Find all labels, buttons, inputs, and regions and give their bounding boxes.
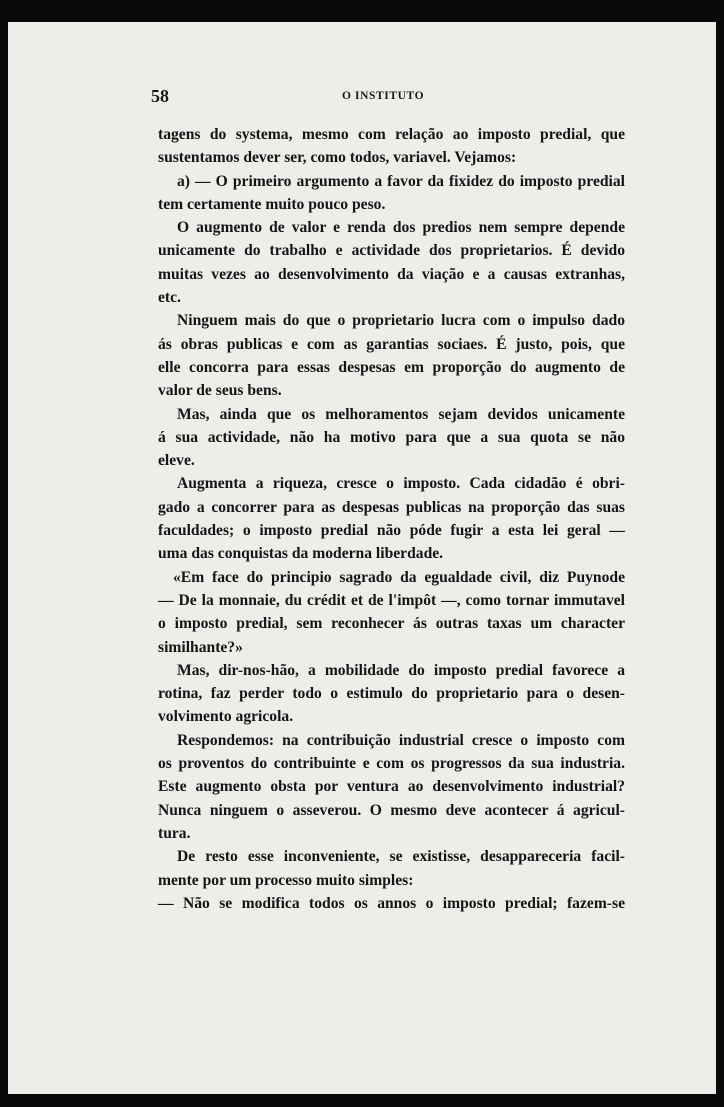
page-number: 58	[151, 86, 169, 106]
body-text	[158, 123, 625, 915]
text-line: Mas, ainda que os melhoramentos sejam devidos unicamente	[177, 405, 625, 423]
text-line: volvimento agricola.	[158, 708, 294, 726]
text-line: faculdades; o imposto predial não póde fugir a esta lei geral —	[158, 522, 625, 540]
text-line: á sua actividade, não ha motivo para que a sua quota se não	[158, 428, 625, 446]
running-title: O INSTITUTO	[342, 90, 425, 102]
text-line: unicamente do trabalho e actividade dos proprietarios. É devido	[158, 242, 625, 260]
text-line: valor de seus bens.	[158, 382, 282, 400]
text-line: Augmenta a riqueza, cresce o imposto. Cada cidadão é obri-	[177, 475, 625, 493]
text-line: ás obras publicas e com as garantias sociaes. É justo, pois, que	[158, 335, 625, 353]
text-line: eleve.	[158, 452, 195, 470]
text-line: Respondemos: na contribuição industrial cresce o imposto com	[177, 731, 625, 749]
text-line: tem certamente muito pouco peso.	[158, 195, 386, 213]
text-line: Nunca ninguem o asseverou. O mesmo deve acontecer á agricul-	[158, 801, 625, 819]
text-line: O augmento de valor e renda dos predios nem sempre depende	[177, 219, 625, 237]
text-line: — De la monnaie, du crédit et de l'impôt —, como tornar immutavel	[158, 591, 625, 609]
text-line: a) — O primeiro argumento a favor da fixidez do imposto predial	[177, 172, 625, 190]
text-line: uma das conquistas da moderna liberdade.	[158, 545, 444, 563]
text-line: mente por um processo muito simples:	[158, 871, 414, 889]
text-line: Este augmento obsta por ventura ao desenvolvimento industrial?	[158, 778, 625, 796]
text-line: similhante?»	[158, 638, 243, 656]
text-line: rotina, faz perder todo o estimulo do proprietario para o desen-	[158, 685, 625, 703]
text-line: muitas vezes ao desenvolvimento da viação e a causas extranhas,	[158, 265, 625, 283]
text-line: o imposto predial, sem reconhecer ás outras taxas um character	[158, 615, 625, 633]
running-header	[8, 86, 716, 108]
text-line: elle concorra para essas despesas em proporção do augmento de	[158, 358, 625, 376]
text-line: sustentamos dever ser, como todos, variavel. Vejamos:	[158, 149, 517, 167]
text-line: tagens do systema, mesmo com relação ao imposto predial, que	[158, 126, 625, 143]
text-line: etc.	[158, 289, 181, 307]
text-line: Mas, dir-nos-hão, a mobilidade do imposto predial favorece a	[177, 661, 625, 679]
text-line: Ninguem mais do que o proprietario lucra com o impulso dado	[177, 312, 625, 330]
text-line: De resto esse inconveniente, se existisse, desappareceria facil-	[177, 848, 625, 866]
text-line: — Não se modifica todos os annos o imposto predial; fazem-se	[158, 894, 625, 912]
text-line: «Em face do principio sagrado da egualdade civil, diz Puynode	[173, 568, 625, 586]
text-line: os proventos do contribuinte e com os progressos da sua industria.	[158, 755, 625, 773]
text-line: tura.	[158, 824, 191, 842]
book-page	[8, 22, 716, 1094]
text-line: gado a concorrer para as despesas publicas na proporção das suas	[158, 498, 625, 516]
